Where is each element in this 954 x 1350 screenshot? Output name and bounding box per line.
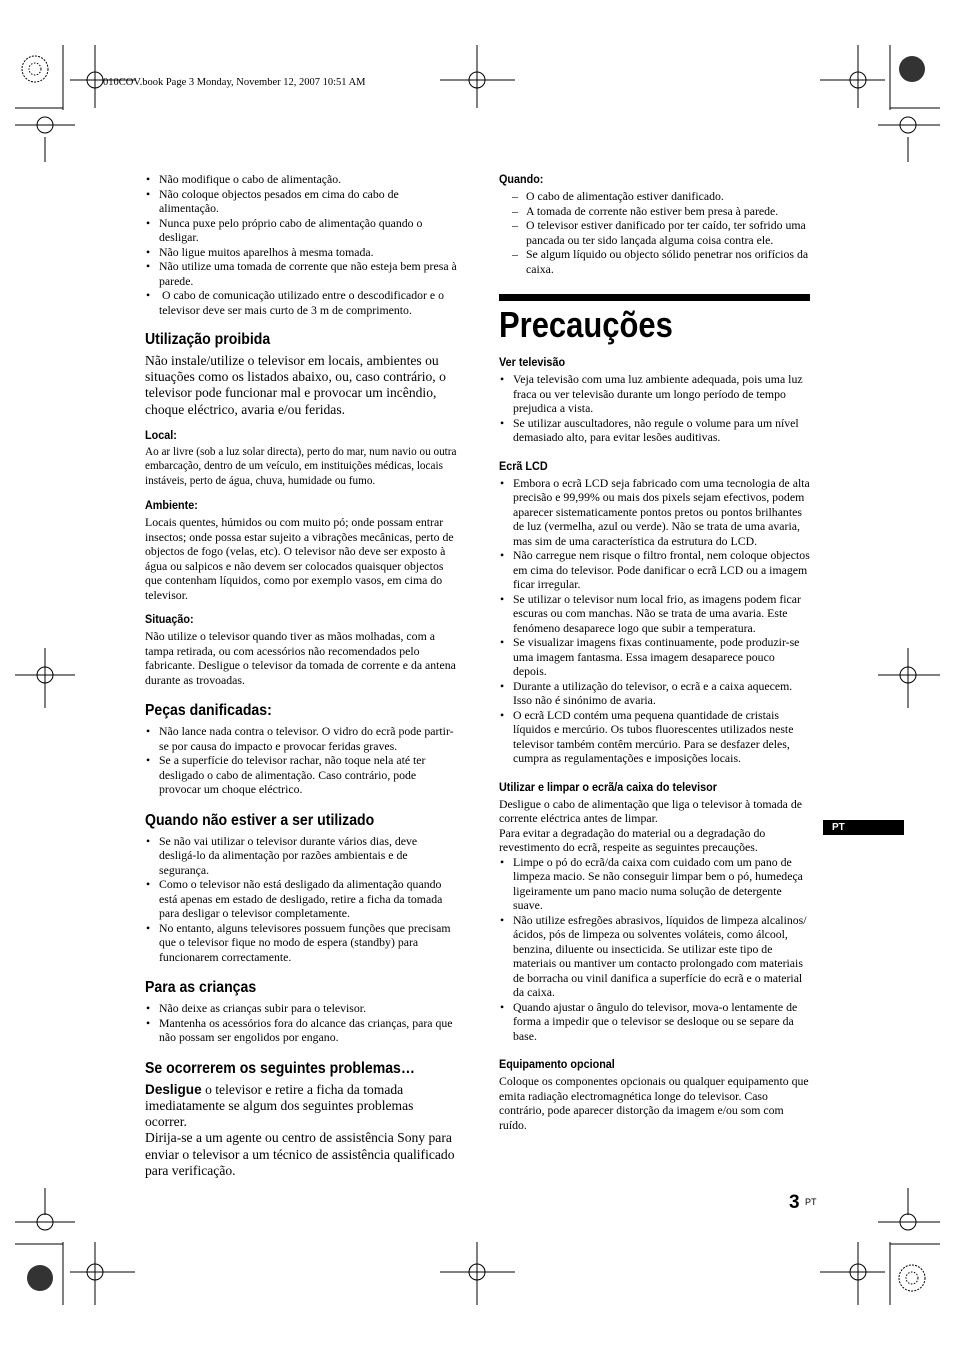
section-heading-damaged: Peças danificadas: xyxy=(145,702,272,720)
bold-word-unplug: Desligue xyxy=(145,1081,202,1097)
list-item: • Mantenha os acessórios fora do alcance das crianças, para que não possam ser engolidos por engano. xyxy=(145,1016,457,1045)
list-item: • Se utilizar auscultadores, não regule o volume para um nível demasiado alto, para evitar lesões auditivas. xyxy=(499,416,810,445)
cleaning-para-2: Para evitar a degradação do material ou a degradação do revestimento do ecrã, respeite as seguintes precauções. xyxy=(499,825,766,854)
list-item: • Não coloque objectos pesados em cima do cabo de alimentação. xyxy=(145,187,457,216)
children-bullets xyxy=(145,1001,457,1045)
list-item: • O cabo de comunicação utilizado entre o descodificador e o televisor deve ser mais curto de 3 m de comprimento. xyxy=(145,288,457,317)
list-item: • Embora o ecrã LCD seja fabricado com uma tecnologia de alta precisão e 99,99% ou mais dos pixels sejam efectivos, podem aparecer sistematicamente pontos pretos ou pontos brilhantes de luz (vermelha, azul ou verde). Não se trata de uma avaria, mas sim de uma característica da estrutura do LCD. xyxy=(499,476,810,549)
situation-text: Não utilize o televisor quando tiver as mãos molhadas, com a tampa retirada, ou com acessórios não recomendados pelo fabricante. Desligue o televisor da tomada de corrente e da antena durante as trovoadas. xyxy=(145,629,456,687)
page-number-suffix: PT xyxy=(805,1197,817,1207)
list-item: • Não utilize uma tomada de corrente que não esteja bem presa à parede. xyxy=(145,259,457,288)
watching-heading: Ver televisão xyxy=(499,355,566,369)
list-item: • Se utilizar o televisor num local frio, as imagens podem ficar escuras ou com manchas. Não se trata de uma avaria. Este fenómeno desaparece logo que subir a temperatura. xyxy=(499,592,810,636)
left-column xyxy=(145,172,457,1179)
list-item: • Quando ajustar o ângulo do televisor, mova-o lentamente de forma a impedir que o televisor se desloque ou se separe da base. xyxy=(499,1000,810,1044)
list-item: – O televisor estiver danificado por ter caído, ter sofrido uma pancada ou ter sido lançada alguma coisa contra ele. xyxy=(499,218,810,247)
optional-equipment-heading: Equipamento opcional xyxy=(499,1057,615,1071)
list-item: • No entanto, alguns televisores possuem funções que precisam que o televisor fique no modo de espera (standby) para funcionarem correctamente. xyxy=(145,921,457,965)
lcd-bullets xyxy=(499,476,810,766)
list-item: • Durante a utilização do televisor, o ecrã e a caixa aquecem. Isso não é sinónimo de avaria. xyxy=(499,679,810,708)
list-item: – Se algum líquido ou objecto sólido penetrar nos orifícios da caixa. xyxy=(499,247,810,276)
section-heading-children: Para as crianças xyxy=(145,979,257,997)
environment-text: Locais quentes, húmidos ou com muito pó; onde possam entrar insectos; onde possa estar sujeito a vibrações mecânicas, perto de objectos de fogo (velas, etc). O televisor não deve ser exposto à água ou salpicos e não devem ser colocados quaisquer objectos que contenham líquidos, como por exemplo vasos, em cima do televisor. xyxy=(145,515,454,602)
section-heading-problems: Se ocorrerem os seguintes problemas… xyxy=(145,1059,415,1077)
cleaning-heading: Utilizar e limpar o ecrã/a caixa do televisor xyxy=(499,779,717,794)
page-title: Precauções xyxy=(499,304,673,345)
list-item: • Se a superfície do televisor rachar, não toque nela até ter desligado o cabo de alimentação. Caso contrário, pode provocar um choque eléctrico. xyxy=(145,753,457,797)
list-item: – O cabo de alimentação estiver danificado. xyxy=(499,189,810,204)
list-item: • Limpe o pó do ecrã/da caixa com cuidado com um pano de limpeza macio. Se não conseguir limpar bem o pó, humedeça ligeiramente um pano macio numa solução de detergente suave. xyxy=(499,855,810,913)
list-item: • Nunca puxe pelo próprio cabo de alimentação quando o desligar. xyxy=(145,216,457,245)
page-number: 3 xyxy=(789,1192,800,1213)
title-rule xyxy=(499,294,810,301)
when-heading: Quando: xyxy=(499,172,544,186)
cleaning-para-1: Desligue o cabo de alimentação que liga o televisor à tomada de corrente eléctrica antes de limpar. xyxy=(499,796,802,825)
list-item: • Não carregue nem risque o filtro frontal, nem coloque objectos em cima do televisor. Pode danificar o ecrã LCD ou a imagem ficar irregular. xyxy=(499,548,810,592)
list-item: – A tomada de corrente não estiver bem presa à parede. xyxy=(499,204,810,219)
list-item: • O ecrã LCD contém uma pequena quantidade de cristais líquidos e mercúrio. Os tubos fluorescentes utilizados neste televisor também contêm mercúrio. Para se desfazer deles, cumpra as regulamentações e imposições locais. xyxy=(499,708,810,766)
cleaning-bullets xyxy=(499,855,810,1044)
list-item: • Como o televisor não está desligado da alimentação quando está apenas em estado de desligado, retire a ficha da tomada para desligar o televisor completamente. xyxy=(145,877,457,921)
lcd-heading: Ecrã LCD xyxy=(499,458,548,473)
damaged-bullets xyxy=(145,724,457,797)
file-info-header: 010COV.book Page 3 Monday, November 12, 2007 10:51 AM xyxy=(103,77,366,88)
list-item: • Não deixe as crianças subir para o televisor. xyxy=(145,1001,457,1016)
list-item: • Se visualizar imagens fixas continuamente, pode produzir-se uma imagem fantasma. Essa imagem desaparece pouco depois. xyxy=(499,635,810,679)
section-heading-prohibited: Utilização proibida xyxy=(145,331,271,348)
power-cord-bullets xyxy=(145,172,457,317)
local-text: Ao ar livre (sob a luz solar directa), perto do mar, num navio ou outra embarcação, dentro de um veículo, em instituições médicas, locais instáveis, perto de água, chuva, humidade ou fumo. xyxy=(145,445,457,487)
list-item: • Não modifique o cabo de alimentação. xyxy=(145,172,457,187)
environment-heading: Ambiente: xyxy=(145,498,198,513)
optional-equipment-text: Coloque os componentes opcionais ou qualquer equipamento que emita radiação electromagnética longe do televisor. Caso contrário, pode aparecer distorção da imagem e/ou som com ruído. xyxy=(499,1074,809,1132)
problems-text xyxy=(145,1082,457,1131)
right-column xyxy=(499,172,810,1132)
list-item: • Não lance nada contra o televisor. O vidro do ecrã pode partir-se por causa do impacto e provocar feridas graves. xyxy=(145,724,457,753)
local-heading: Local: xyxy=(145,427,177,442)
section-heading-not-in-use: Quando não estiver a ser utilizado xyxy=(145,811,375,829)
list-item: • Não ligue muitos aparelhos à mesma tomada. xyxy=(145,245,457,260)
prohibited-text: Não instale/utilize o televisor em locais, ambientes ou situações como os listados abaixo, ou, caso contrário, o televisor pode funcionar mal e provocar um incêndio, choque eléctrico, avaria e/ou feridas. xyxy=(145,353,446,417)
list-item: • Se não vai utilizar o televisor durante vários dias, deve desligá-lo da alimentação por razões ambientais e de segurança. xyxy=(145,834,457,878)
situation-heading: Situação: xyxy=(145,612,194,627)
list-item: • Não utilize esfregões abrasivos, líquidos de limpeza alcalinos/ácidos, pós de limpeza ou solventes voláteis, como álcool, benzina, diluente ou insecticida. Se utilizar este tipo de materiais ou mantiver um contacto prolongado com materiais de borracha ou vinil danifica a superfície do ecrã e o material da caixa. xyxy=(499,913,810,1000)
not-in-use-bullets xyxy=(145,834,457,965)
problems-text-2: Dirija-se a um agente ou centro de assistência Sony para enviar o televisor a um técnico de assistência qualificado para verificação. xyxy=(145,1130,455,1178)
list-item: • Veja televisão com uma luz ambiente adequada, pois uma luz fraca ou ver televisão durante um longo período de tempo prejudica a vista. xyxy=(499,372,810,416)
when-list xyxy=(499,189,810,276)
watching-bullets xyxy=(499,372,810,445)
problems-text-1: o televisor e retire a ficha da tomada imediatamente se algum dos seguintes problemas ocorrer. xyxy=(145,1081,414,1130)
language-tab: PT xyxy=(823,820,904,835)
